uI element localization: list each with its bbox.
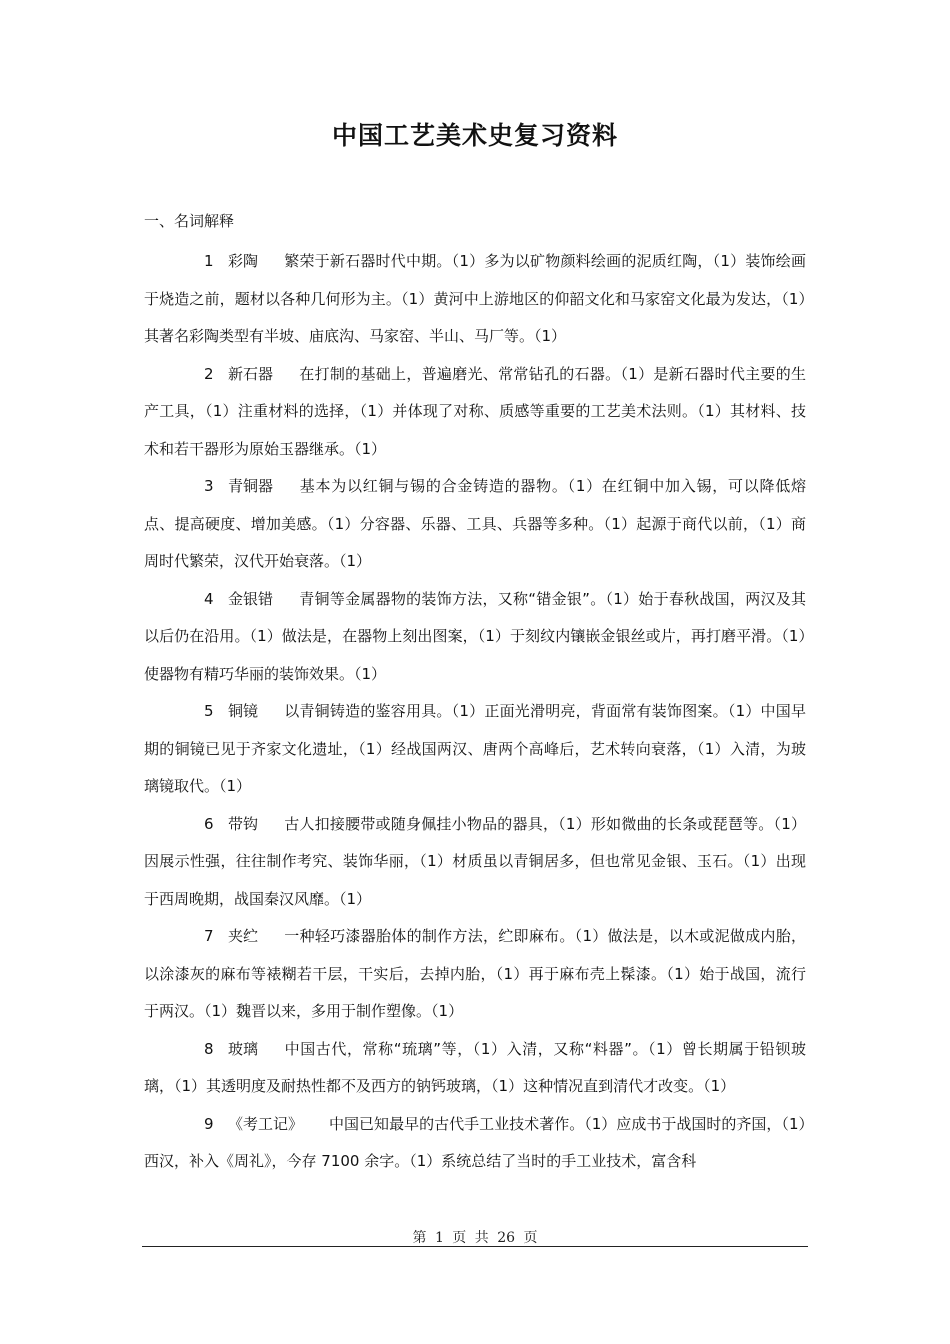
entry-number: 2 [204,364,214,383]
entry-definition: 基本为以红铜与锡的合金铸造的器物。（1）在红铜中加入锡，可以降低熔点、提高硬度、增加美感。（1）分容器、乐器、工具、兵器等多种。（1）起源于商代以前，（1）商周时代繁荣，汉代开始衰落。（1） [144,477,806,570]
entry-number: 3 [204,477,214,495]
entry-number: 1 [204,252,214,270]
entry-definition: 在打制的基础上，普遍磨光、常常钻孔的石器。（1）是新石器时代主要的生产工具，（1）注重材料的选择，（1）并体现了对称、质感等重要的工艺美术法则。（1）其材料、技术和若干器形为原始玉器继承。（1） [144,364,806,458]
entry-item [144,243,806,356]
entry-number: 8 [204,1039,214,1058]
entry-term: 《考工记》 [228,1114,304,1133]
entry-term: 玻璃 [228,1039,259,1058]
entry-item [144,1106,806,1181]
entry-definition: 古人扣接腰带或随身佩挂小物品的器具，（1）形如微曲的长条或琵琶等。（1）因展示性强，往往制作考究、装饰华丽，（1）材质虽以青铜居多，但也常见金银、玉石。（1）出现于西周晚期，战国秦汉风靡。（1） [144,814,806,908]
entry-term: 青铜器 [228,477,274,495]
entry-item [144,468,806,581]
entry-term: 铜镜 [228,702,259,720]
entry-term: 金银错 [228,589,274,608]
entry-definition: 繁荣于新石器时代中期。（1）多为以矿物颜料绘画的泥质红陶，（1）装饰绘画于烧造之前，题材以各种几何形为主。（1）黄河中上游地区的仰韶文化和马家窑文化最为发达，（1）其著名彩陶类型有半坡、庙底沟、马家窑、半山、马厂等。（1） [144,252,806,345]
entry-term: 新石器 [228,364,274,383]
entry-definition: 中国已知最早的古代手工业技术著作。（1）应成书于战国时的齐国，（1）西汉，补入《周礼》，今存 7100 余字。（1）系统总结了当时的手工业技术，富含科 [144,1114,806,1170]
entry-definition: 青铜等金属器物的装饰方法，又称“错金银”。（1）始于春秋战国，两汉及其以后仍在沿用。（1）做法是，在器物上刻出图案，（1）于刻纹内镶嵌金银丝或片，再打磨平滑。（1）使器物有精巧华丽的装饰效果。（1） [144,589,806,683]
entry-item [144,1031,806,1106]
entry-item [144,581,806,694]
entry-number: 7 [204,927,214,945]
entry-definition: 以青铜铸造的鉴容用具。（1）正面光滑明亮，背面常有装饰图案。（1）中国早期的铜镜已见于齐家文化遗址，（1）经战国两汉、唐两个高峰后，艺术转向衰落，（1）入清，为玻璃镜取代。（1） [144,702,806,795]
entry-term: 彩陶 [228,252,259,270]
entry-item [144,693,806,806]
entry-term: 带钩 [228,814,259,833]
entry-definition: 一种轻巧漆器胎体的制作方法，纻即麻布。（1）做法是，以木或泥做成内胎，以涂漆灰的麻布等裱糊若干层，干实后，去掉内胎，（1）再于麻布壳上髹漆。（1）始于战国，流行于两汉。（1）魏晋以来，多用于制作塑像。（1） [144,927,806,1020]
entry-number: 5 [204,702,214,720]
entry-number: 4 [204,589,214,608]
entry-item [144,918,806,1031]
entry-definition: 中国古代，常称“琉璃”等，（1）入清，又称“料器”。（1）曾长期属于铅钡玻璃，（1）其透明度及耐热性都不及西方的钠钙玻璃，（1）这种情况直到清代才改变。（1） [144,1039,806,1095]
entry-item [144,806,806,919]
entry-item [144,356,806,469]
entry-term: 夹纻 [228,927,259,945]
document-title: 中国工艺美术史复习资料 [331,121,618,150]
page-number-footer: 第 1 页 共 26 页 [412,1230,538,1246]
section-heading: 一、名词解释 [144,212,235,230]
entry-list [144,243,806,1181]
entry-number: 9 [204,1114,214,1133]
footer-divider [142,1246,808,1247]
entry-number: 6 [204,814,214,833]
